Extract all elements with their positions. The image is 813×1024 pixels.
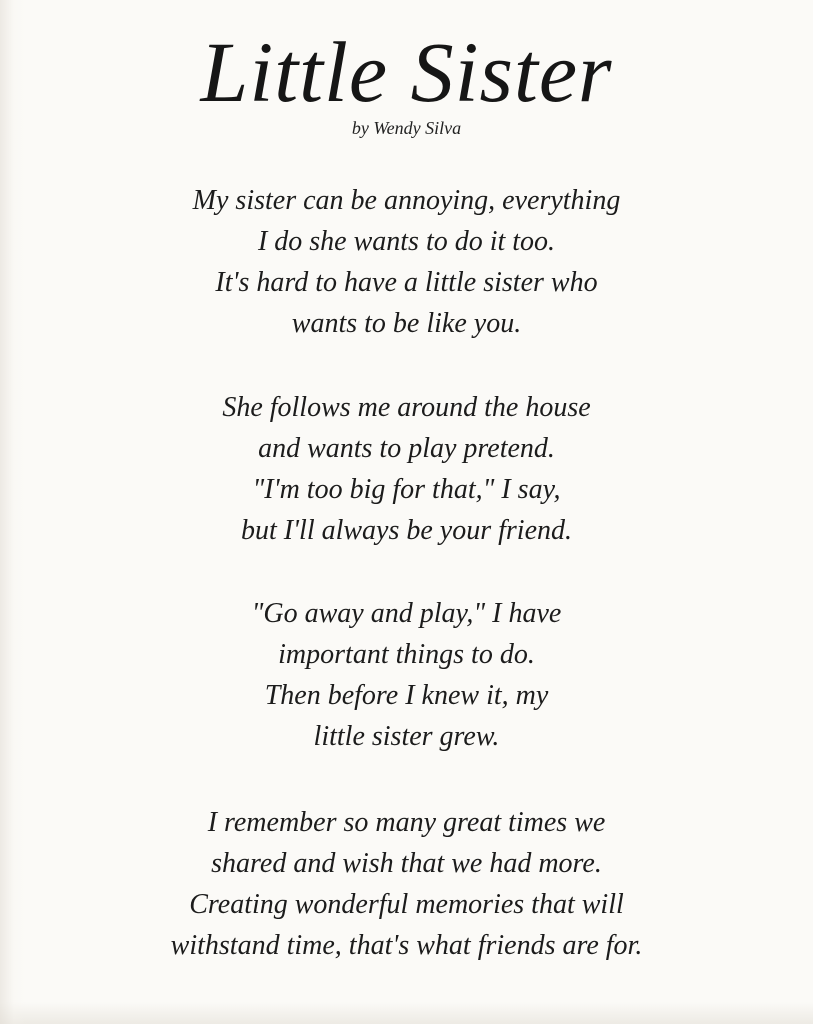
stanza-line: withstand time, that's what friends are for. [170,930,643,961]
stanza-line: little sister grew. [313,721,500,752]
stanza-4 [0,802,813,966]
stanza-line: shared and wish that we had more. [211,848,602,879]
stanza-line: "I'm too big for that," I say, [252,474,561,505]
stanza-line: My sister can be annoying, everything [192,185,621,216]
stanza-3 [0,593,813,757]
poem-title: Little Sister [200,24,613,120]
stanza-line: It's hard to have a little sister who [215,267,598,298]
stanza-line: She follows me around the house [222,392,591,423]
stanza-line: "Go away and play," I have [251,598,562,629]
stanza-line: Creating wonderful memories that will [189,889,624,920]
stanza-line: wants to be like you. [291,308,522,339]
poem-byline: by Wendy Silva [351,118,462,138]
stanza-2 [0,387,813,551]
stanza-line: I remember so many great times we [207,807,606,838]
stanza-line: but I'll always be your friend. [240,515,573,546]
stanza-line: important things to do. [278,639,535,670]
stanza-line: Then before I knew it, my [264,680,549,711]
stanza-1 [0,180,813,344]
stanza-line: I do she wants to do it too. [257,226,556,257]
stanza-line: and wants to play pretend. [258,433,555,464]
